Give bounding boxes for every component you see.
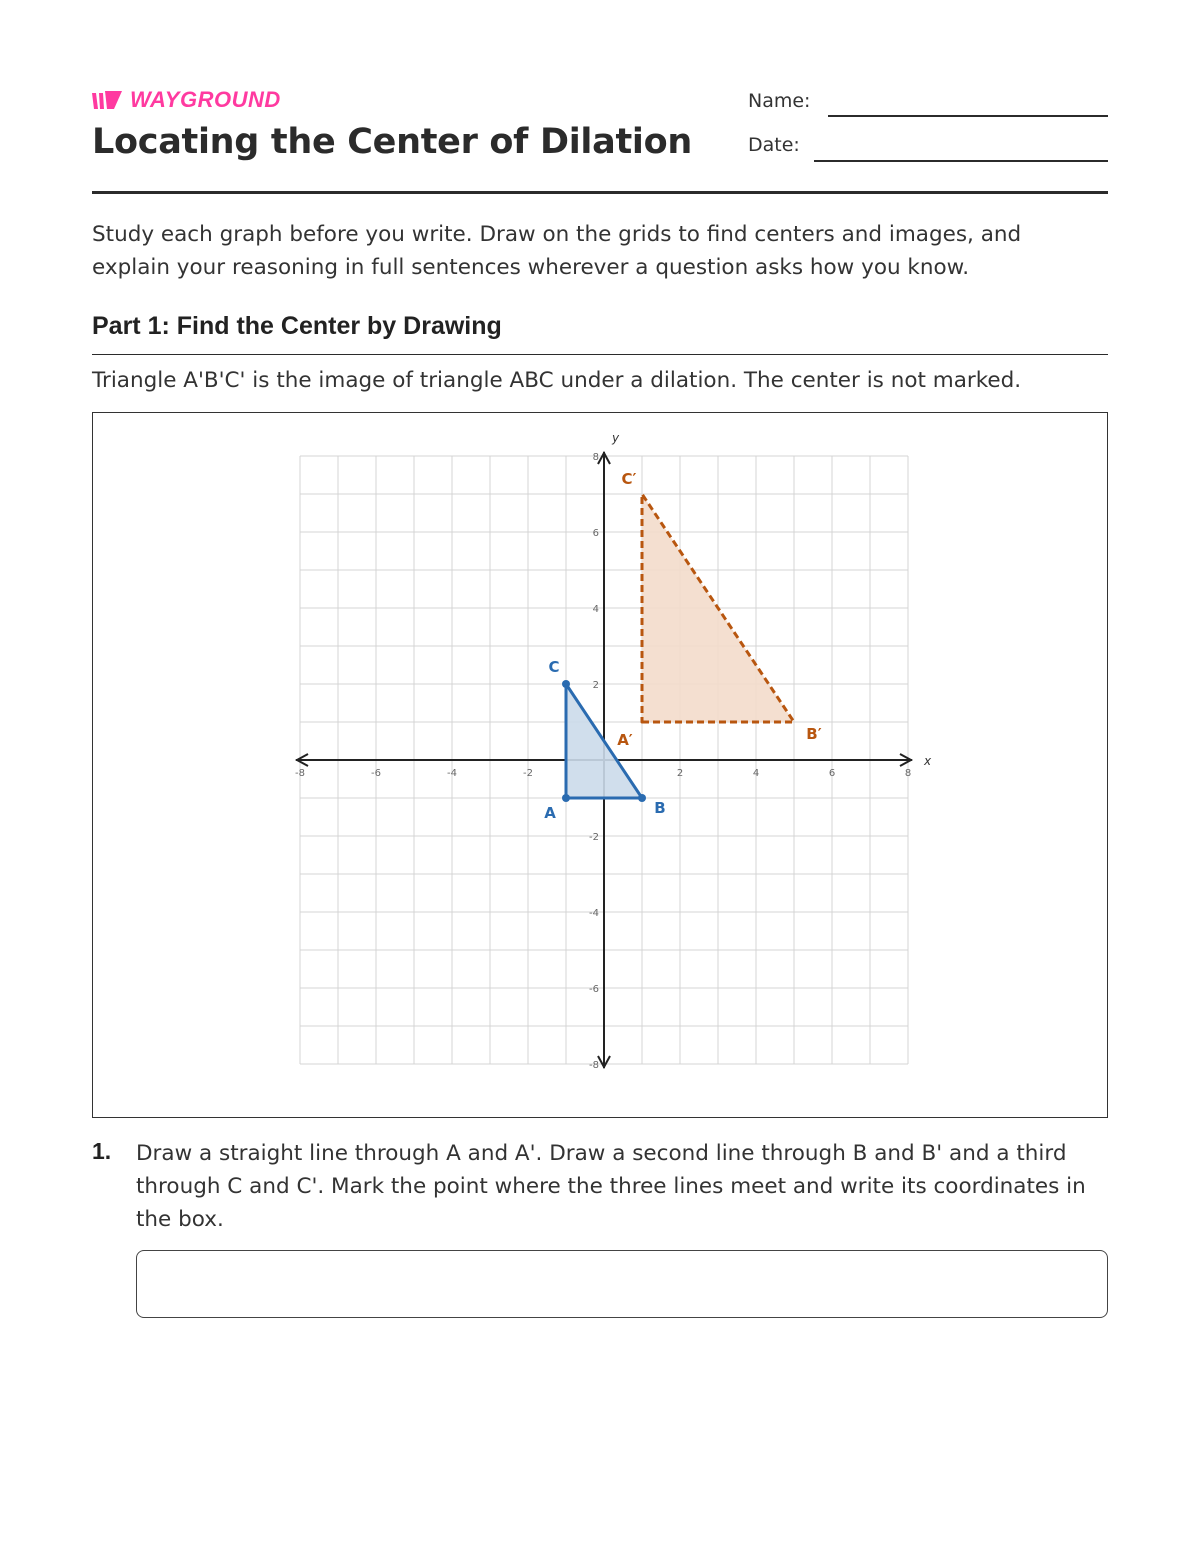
abc-vertex-label: C — [548, 658, 560, 676]
x-tick-label: 2 — [676, 768, 684, 779]
x-tick-label: -2 — [523, 768, 533, 779]
abc-vertex-point — [562, 680, 570, 688]
abc-vertex-point — [638, 794, 646, 802]
page-title: Locating the Center of Dilation — [92, 122, 692, 162]
date-field[interactable] — [814, 160, 1108, 162]
x-tick-label: 4 — [752, 768, 760, 779]
image-vertex-label: B′ — [806, 725, 822, 743]
x-tick-label: -6 — [371, 768, 381, 779]
question-text: Draw a straight line through A and A'. Draw a second line through B and B' and a third through C and C'. Mark the point where the three lines meet and write its coordinates in the box. — [136, 1141, 1086, 1232]
x-tick-label: -8 — [295, 768, 305, 779]
part1-heading: Part 1: Find the Center by Drawing — [92, 312, 502, 340]
y-tick-label: -6 — [589, 984, 599, 995]
part1-prompt: Triangle A'B'C' is the image of triangle ABC under a dilation. The center is not marked. — [92, 368, 1022, 393]
coordinate-graph[interactable] — [93, 413, 1107, 1117]
x-tick-label: 8 — [904, 768, 912, 779]
image-vertex-label: C′ — [621, 470, 637, 488]
date-label: Date: — [748, 134, 800, 156]
question-number: 1. — [92, 1138, 112, 1164]
header-divider — [92, 191, 1108, 194]
intro-text: Study each graph before you write. Draw on the grids to find centers and images, and explain your reasoning in full sentences wherever a question asks how you know. — [92, 222, 1022, 280]
y-tick-label: -4 — [589, 908, 599, 919]
triangle-image-group — [617, 470, 822, 749]
abc-vertex-label: A — [544, 804, 556, 822]
brand-name: WAYGROUND — [130, 87, 281, 112]
y-tick-label: 4 — [592, 604, 599, 615]
name-label: Name: — [748, 90, 811, 112]
y-tick-label: -2 — [589, 832, 599, 843]
graph-frame — [92, 412, 1108, 1118]
y-tick-label: 6 — [592, 528, 599, 539]
abc-vertex-point — [562, 794, 570, 802]
y-tick-label: 2 — [592, 680, 599, 691]
y-axis-label: y — [612, 431, 620, 445]
y-tick-label: -8 — [589, 1060, 599, 1071]
section-divider — [92, 354, 1108, 355]
image-vertex-label: A′ — [617, 731, 633, 749]
y-tick-label: 8 — [592, 452, 599, 463]
x-tick-label: 6 — [828, 768, 836, 779]
axes — [296, 431, 932, 1068]
wayground-logo-icon — [92, 89, 122, 111]
x-tick-label: -4 — [447, 768, 457, 779]
x-axis-label: x — [924, 754, 932, 768]
answer-box[interactable] — [136, 1250, 1108, 1318]
brand-logo — [92, 86, 281, 114]
abc-vertex-label: B — [654, 799, 666, 817]
name-field[interactable] — [828, 115, 1108, 117]
